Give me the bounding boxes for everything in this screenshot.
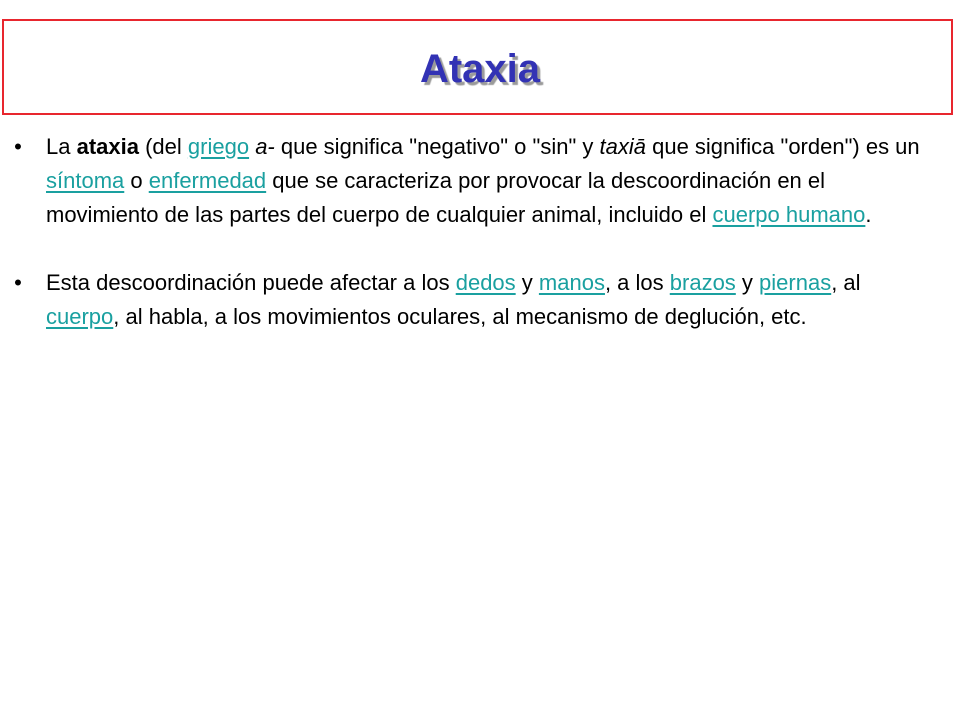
- link-cuerpo[interactable]: cuerpo: [46, 304, 114, 329]
- text-segment: , al: [831, 270, 861, 295]
- text-segment: o: [124, 168, 149, 193]
- link-enfermedad[interactable]: enfermedad: [148, 168, 267, 193]
- italic-term-a: a-: [255, 134, 275, 159]
- bold-term-ataxia: ataxia: [76, 134, 139, 159]
- text-segment: .: [865, 202, 872, 227]
- text-segment: La: [46, 134, 77, 159]
- bullet-marker: •: [14, 134, 22, 159]
- link-sintoma[interactable]: síntoma: [46, 168, 125, 193]
- text-segment: , a los: [604, 270, 670, 295]
- italic-term-taxia: taxiā: [599, 134, 646, 159]
- slide-title: Ataxia: [419, 47, 541, 91]
- text-segment: y: [515, 270, 539, 295]
- text-segment: que significa "orden") es un: [645, 134, 920, 159]
- link-cuerpo-humano[interactable]: cuerpo humano: [712, 202, 866, 227]
- text-segment: , al habla, a los movimientos oculares, al mecanismo de deglución, etc.: [113, 304, 807, 329]
- link-brazos[interactable]: brazos: [669, 270, 736, 295]
- text-segment: Esta descoordinación puede afectar a los: [46, 270, 456, 295]
- bullet-item-definition: [0, 130, 960, 232]
- text-segment: y: [735, 270, 760, 295]
- link-manos[interactable]: manos: [538, 270, 605, 295]
- text-segment: que se caracteriza por provocar la descoordinación en el movimiento de las partes del cuerpo de cualquier animal, incluido el: [46, 168, 826, 227]
- bullet-marker: •: [14, 270, 22, 295]
- link-dedos[interactable]: dedos: [455, 270, 516, 295]
- bullet-list: [0, 130, 960, 334]
- bullet-item-effects: [0, 266, 960, 334]
- link-piernas[interactable]: piernas: [759, 270, 832, 295]
- text-segment: que significa "negativo" o "sin" y: [274, 134, 600, 159]
- link-griego[interactable]: griego: [187, 134, 250, 159]
- text-segment: (del: [138, 134, 188, 159]
